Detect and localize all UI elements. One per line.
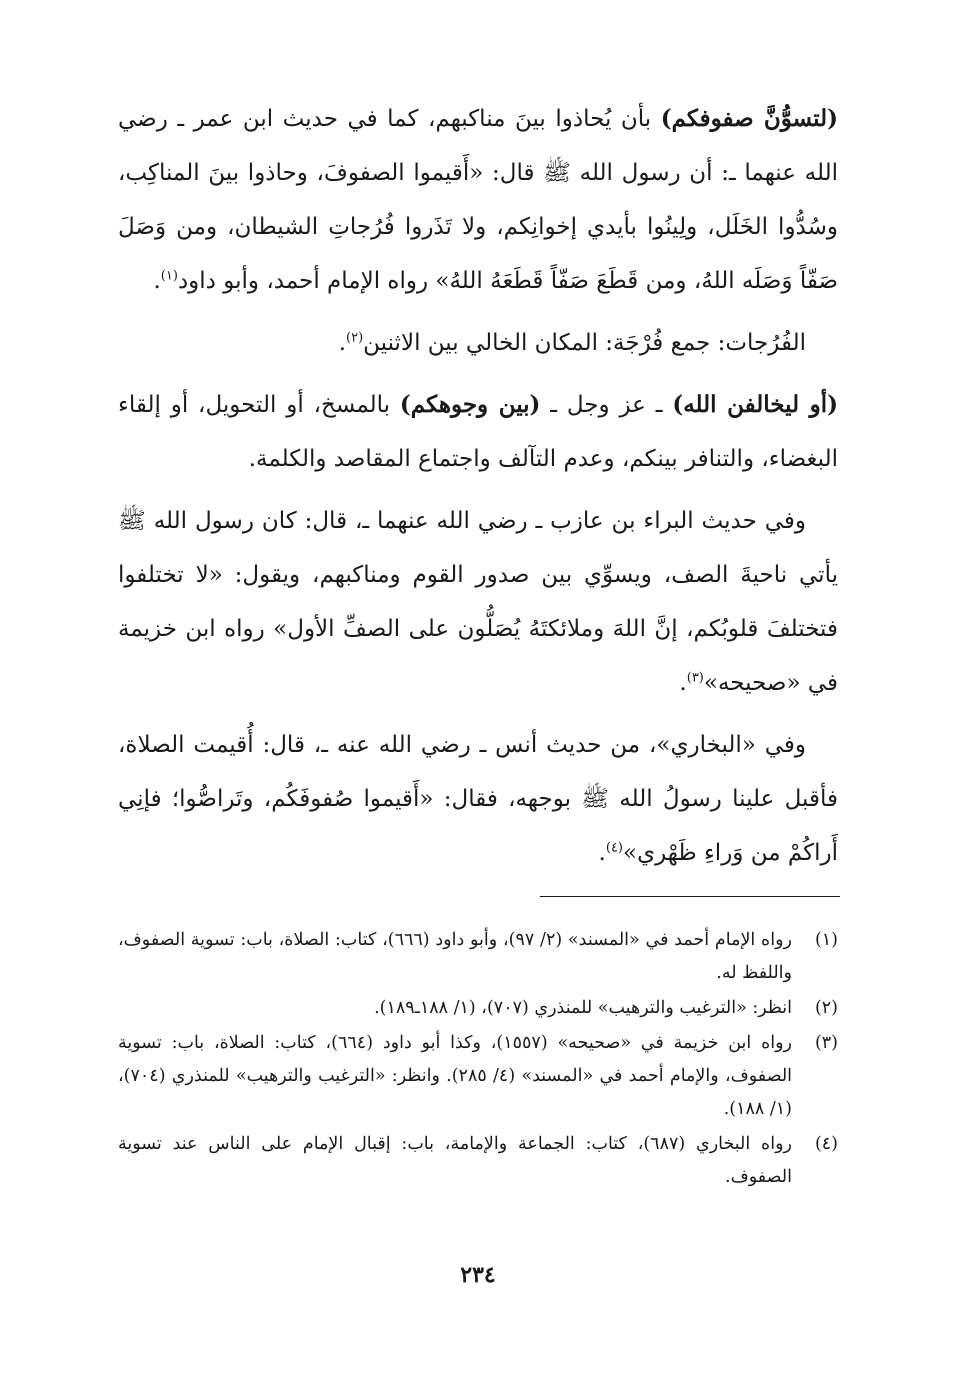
footnote-text: رواه الإمام أحمد في «المسند» (٢/ ٩٧)، وأبو داود (٦٦٦)، كتاب: الصلاة، باب: تسوية الصفوف، واللفظ له.	[118, 930, 792, 983]
paragraph-text: وفي حديث البراء بن عازب ـ رضي الله عنهما ـ، قال: كان رسول الله ﷺ يأتي ناحيةَ الصف، ويسوِّي بين صدور القوم ومناكبهم، ويقول: «لا تختلفوا فتختلفَ قلوبُكم، إنَّ اللهَ وملائكتَهُ يُصَلُّون على الصفِّ الأول» رواه ابن خزيمة في «صحيحه»	[118, 508, 838, 696]
footnote-number: (٤)	[814, 1134, 838, 1154]
footnote-ref-3[interactable]: (٣)	[686, 670, 704, 686]
footnote-number: (٢)	[814, 998, 838, 1018]
footnote-item	[118, 1027, 838, 1126]
paragraph-3	[118, 378, 838, 486]
page-number: ٢٣٤	[460, 1262, 496, 1288]
paragraph-1: (لتسوُّنَّ صفوفكم) بأن يُحاذوا بينَ مناكبهم، كما في حديث ابن عمر ـ رضي الله عنهما ـ: أن رسول الله ﷺ قال: «أَقيموا الصفوفَ، وحاذوا بينَ المناكِب، وسُدُّوا الخَلَل، ولِينُوا بأيدي إخوانِكم، ولا تَذَروا فُرُجاتِ الشيطان، ومن وَصَلَ صَفّاً وَصَلَه اللهُ، ومن قَطَعَ صَفّاً قَطَعَهُ اللهُ» رواه الإمام أحمد، وأبو داود$^{(١)}$.	[118, 105, 838, 294]
paragraph-text: بأن يُحاذوا بينَ مناكبهم، كما في حديث ابن عمر ـ رضي الله عنهما ـ: أن رسول الله ﷺ قال: «أَقيموا الصفوفَ، وحاذوا بينَ المناكِب، وسُدُّوا الخَلَل، ولِينُوا بأيدي إخوانِكم، ولا تَذَروا فُرُجاتِ الشيطان، ومن وَصَلَ صَفّاً وَصَلَه اللهُ، ومن قَطَعَ صَفّاً قَطَعَهُ اللهُ» رواه الإمام أحمد، وأبو داود	[118, 106, 838, 294]
quoted-phrase: (بين وجوهكم)	[399, 391, 541, 418]
paragraph-text: وفي «البخاري»، من حديث أنس ـ رضي الله عنه ـ، قال: أُقيمت الصلاة، فأقبل علينا رسولُ الله ﷺ بوجهه، فقال: «أَقيموا صُفوفَكُم، وتَراصُّوا؛ فإنِي أَراكُمْ من وَراءِ ظَهْري»	[118, 732, 838, 866]
paragraph-text: ـ عز وجل ـ	[540, 392, 673, 418]
footnote-text: رواه البخاري (٦٨٧)، كتاب: الجماعة والإمامة، باب: إقبال الإمام على الناس عند تسوية الصفوف.	[118, 1134, 792, 1187]
footnote-ref-2[interactable]: (٢)	[346, 330, 364, 346]
paragraph-4: وفي حديث البراء بن عازب ـ رضي الله عنهما ـ، قال: كان رسول الله ﷺ يأتي ناحيةَ الصف، ويسوِّي بين صدور القوم ومناكبهم، ويقول: «لا تختلفوا فتختلفَ قلوبُكم، إنَّ اللهَ وملائكتَهُ يُصَلُّون على الصفِّ الأول» رواه ابن خزيمة في «صحيحه»$^{(٣)}$.	[118, 508, 838, 696]
paragraph-5: وفي «البخاري»، من حديث أنس ـ رضي الله عنه ـ، قال: أُقيمت الصلاة، فأقبل علينا رسولُ الله ﷺ بوجهه، فقال: «أَقيموا صُفوفَكُم، وتَراصُّوا؛ فإنِي أَراكُمْ من وَراءِ ظَهْري»$^{(٤)}$.	[118, 732, 838, 866]
footnote-ref-1[interactable]: (١)	[160, 268, 178, 284]
footnote-ref-4[interactable]: (٤)	[605, 840, 623, 856]
quoted-phrase: (أو ليخالفن الله)	[672, 391, 838, 418]
footnote-number: (٣)	[814, 1033, 838, 1053]
main-text	[118, 92, 838, 880]
footnote-text: رواه ابن خزيمة في «صحيحه» (١٥٥٧)، وكذا أبو داود (٦٦٤)، كتاب: الصلاة، باب: تسوية الصفوف، والإمام أحمد في «المسند» (٤/ ٢٨٥). وانظر: «الترغيب والترهيب» للمنذري (٧٠٤)، (١/ ١٨٨).	[118, 1033, 793, 1119]
paragraph-text: الفُرُجات: جمع فُرْجَة: المكان الخالي بين الاثنين	[363, 330, 806, 356]
footnote-item	[118, 992, 838, 1025]
paragraph-2: الفُرُجات: جمع فُرْجَة: المكان الخالي بين الاثنين$^{(٢)}$.	[338, 330, 806, 356]
footnote-divider	[540, 896, 840, 897]
paragraph-text: بالمسخ، أو التحويل، أو إلقاء البغضاء، والتنافر بينكم، وعدم التآلف واجتماع المقاصد والكلمة.	[118, 392, 838, 472]
footnote-number: (١)	[814, 930, 838, 950]
footnote-item	[118, 924, 838, 990]
footnote-item	[118, 1128, 838, 1194]
quoted-phrase: (لتسوُّنَّ صفوفكم)	[660, 105, 838, 132]
footnote-text: انظر: «الترغيب والترهيب» للمنذري (٧٠٧)، (١/ ١٨٨ـ١٨٩).	[374, 998, 792, 1018]
footnotes	[118, 924, 838, 1196]
